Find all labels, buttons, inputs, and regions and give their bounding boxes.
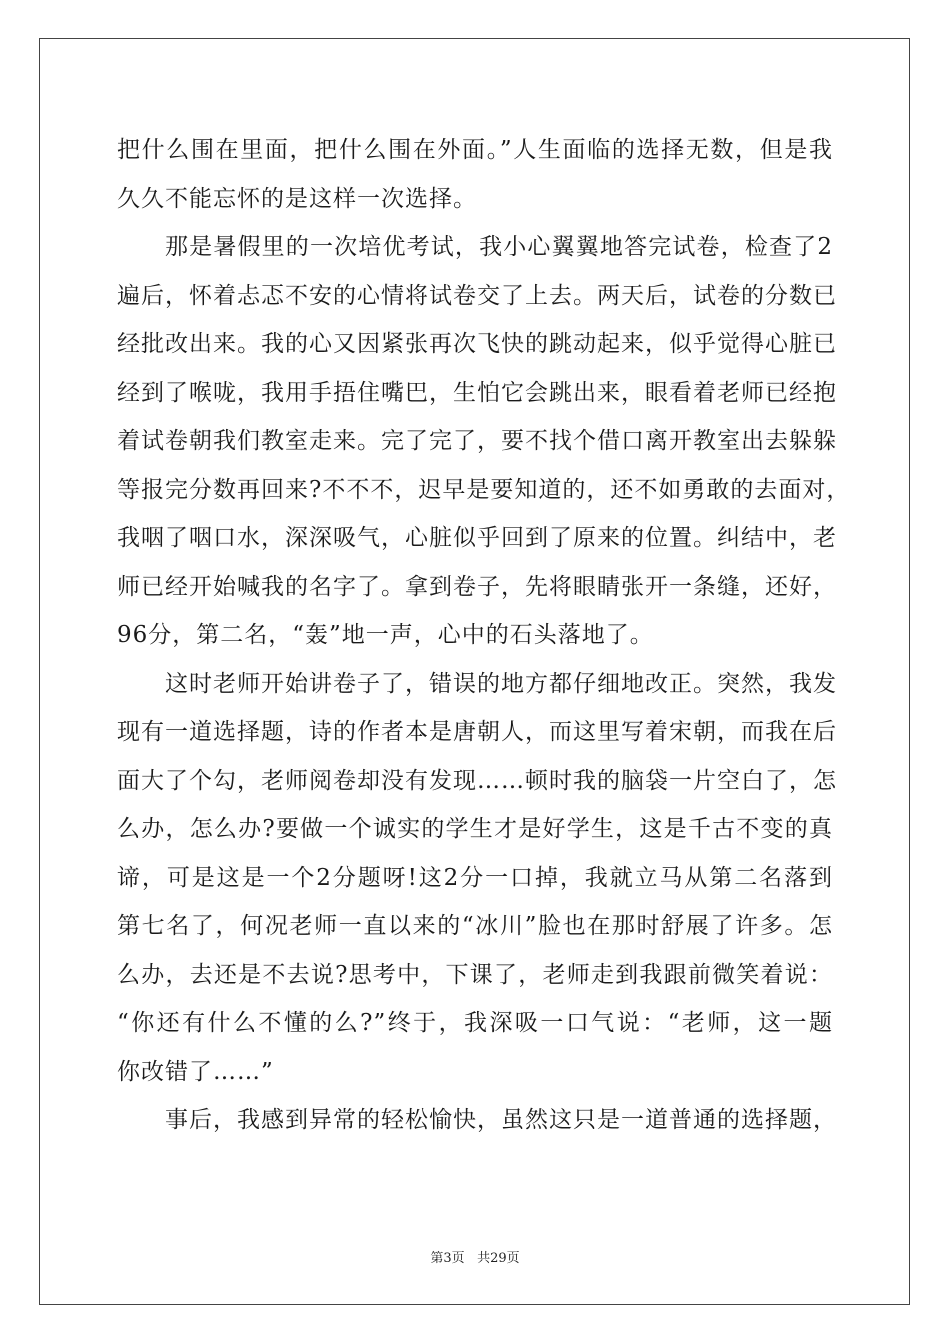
- text-line: 经到了喉咙，我用手捂住嘴巴，生怕它会跳出来，眼看着老师已经抱: [117, 379, 837, 406]
- text-line: 么办，去还是不去说?思考中，下课了，老师走到我跟前微笑着说：: [117, 961, 833, 988]
- text-line: 现有一道选择题，诗的作者本是唐朝人，而这里写着宋朝，而我在后: [117, 719, 837, 745]
- text-line: 师已经开始喊我的名字了。拿到卷子，先将眼睛张开一条缝，还好，: [117, 573, 837, 600]
- text-line: 这时老师开始讲卷子了，错误的地方都仔细地改正。突然，我发: [165, 670, 837, 697]
- text-line: 我咽了咽口水，深深吸气，心脏似乎回到了原来的位置。纠结中，老: [117, 525, 837, 551]
- text-line: 经批改出来。我的心又因紧张再次飞快的跳动起来，似乎觉得心脏已: [117, 331, 837, 357]
- text-line: 第七名了，何况老师一直以来的“冰川”脸也在那时舒展了许多。怎: [117, 913, 833, 939]
- page-number: 第3页: [430, 1251, 465, 1266]
- text-line: 96分，第二名，“轰”地一声，心中的石头落地了。: [117, 622, 654, 648]
- text-line: 着试卷朝我们教室走来。完了完了，要不找个借口离开教室出去躲躲: [117, 428, 837, 454]
- text-line: 事后，我感到异常的轻松愉快，虽然这只是一道普通的选择题，: [165, 1107, 837, 1133]
- text-line: 等报完分数再回来?不不不，迟早是要知道的，还不如勇敢的去面对，: [117, 476, 851, 503]
- text-line: 你改错了……”: [117, 1058, 274, 1085]
- text-line: 那是暑假里的一次培优考试，我小心翼翼地答完试卷，检查了2: [165, 234, 833, 260]
- text-line: 面大了个勾，老师阅卷却没有发现……顿时我的脑袋一片空白了，怎: [117, 767, 837, 794]
- text-line: 久久不能忘怀的是这样一次选择。: [117, 185, 477, 212]
- text-line: 遍后，怀着忐忑不安的心情将试卷交了上去。两天后，试卷的分数已: [117, 282, 837, 309]
- page-footer: [0, 1247, 950, 1266]
- text-line: 谛，可是这是一个2分题呀!这2分一口掉，我就立马从第二名落到: [117, 864, 833, 891]
- text-line: 把什么围在里面，把什么围在外面。”人生面临的选择无数，但是我: [117, 137, 833, 163]
- page-total: 共29页: [477, 1251, 520, 1266]
- document-body: [117, 126, 851, 1145]
- text-line: 么办，怎么办?要做一个诚实的学生才是好学生，这是千古不变的真: [117, 816, 833, 842]
- text-line: “你还有什么不懂的么?”终于，我深吸一口气说：“老师，这一题: [117, 1010, 833, 1036]
